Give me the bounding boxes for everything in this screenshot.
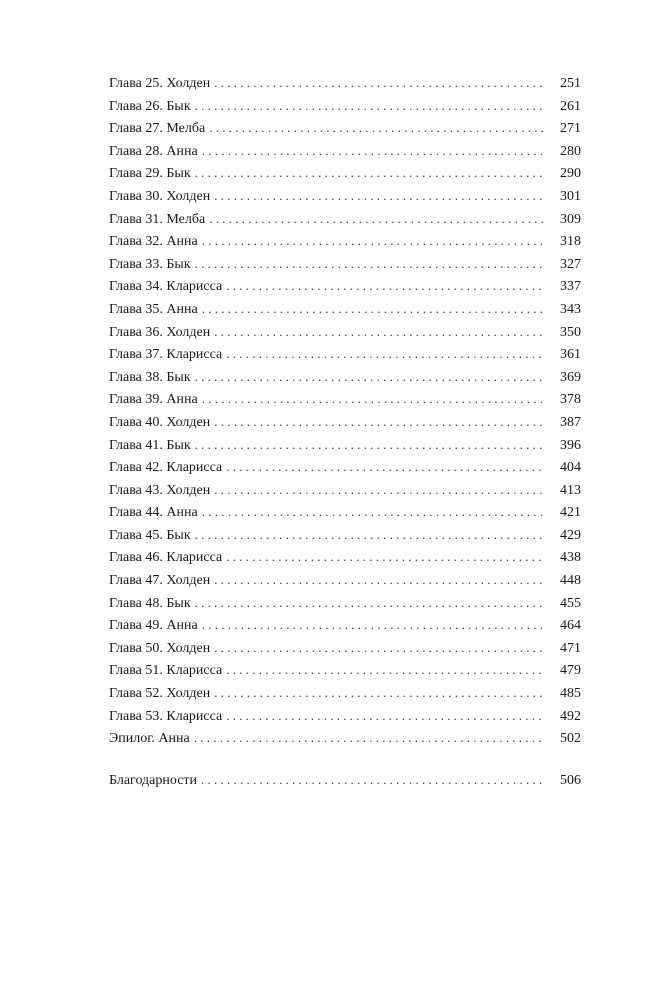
toc-row [109, 72, 581, 95]
dot-leader [226, 705, 545, 728]
toc-page-number: 251 [560, 76, 581, 91]
toc-row [109, 614, 581, 637]
toc-row [109, 117, 581, 140]
dot-leader [195, 253, 545, 276]
dot-leader [226, 343, 545, 366]
toc-entry-title: Глава 53. Кларисса [109, 708, 223, 724]
toc-row [109, 388, 581, 411]
toc-page-number: 327 [560, 256, 581, 272]
dot-leader [226, 275, 545, 298]
toc-entry-title: Глава 31. Мелба [109, 211, 206, 227]
dot-leader [202, 298, 545, 321]
toc-page-number: 448 [560, 573, 581, 589]
toc-entry-title: Глава 37. Кларисса [109, 347, 223, 363]
dot-leader [214, 637, 545, 660]
dot-leader [209, 117, 545, 140]
dot-leader [214, 682, 545, 705]
dot-leader [195, 434, 545, 457]
toc-entry-title: Глава 42. Кларисса [109, 460, 223, 476]
toc-row [109, 95, 581, 118]
toc-entry-title: Глава 50. Холден [109, 640, 211, 656]
toc-row [109, 434, 581, 457]
toc-page-number: 502 [560, 731, 581, 747]
toc-row [109, 208, 581, 231]
toc-entry-title: Глава 41. Бык [109, 437, 191, 453]
toc-row [109, 275, 581, 298]
toc-page-number: 337 [560, 279, 581, 295]
toc-entry-title: Глава 34. Кларисса [109, 279, 223, 295]
toc-entry-title: Глава 25. Холден [109, 76, 211, 91]
toc-entry-title: Глава 48. Бык [109, 595, 191, 611]
toc-entry-title: Эпилог. Анна [109, 731, 190, 747]
toc-page-number: 438 [560, 550, 581, 566]
dot-leader [214, 185, 545, 208]
toc-entry-title: Глава 33. Бык [109, 256, 191, 272]
toc-gap [109, 750, 581, 769]
toc-entry-title: Глава 51. Кларисса [109, 663, 223, 679]
toc-row [109, 659, 581, 682]
toc-entry-title: Глава 49. Анна [109, 618, 198, 634]
toc-row [109, 140, 581, 163]
toc-row [109, 501, 581, 524]
toc-row [109, 230, 581, 253]
dot-leader [214, 411, 545, 434]
toc-entry-title: Глава 43. Холден [109, 482, 211, 498]
dot-leader [195, 366, 545, 389]
dot-leader [195, 592, 545, 615]
toc-page-number: 396 [560, 437, 581, 453]
toc-entry-title: Глава 26. Бык [109, 98, 191, 114]
toc-row [109, 343, 581, 366]
toc-entries [109, 72, 581, 750]
toc-page-number: 479 [560, 663, 581, 679]
dot-leader [226, 659, 545, 682]
dot-leader [194, 727, 545, 750]
toc-entry-title: Глава 52. Холден [109, 686, 211, 702]
toc-row [109, 411, 581, 434]
toc-page-number: 421 [560, 505, 581, 521]
toc-page-number: 378 [560, 392, 581, 408]
toc-entry-title: Благодарности [109, 772, 198, 788]
toc-row [109, 637, 581, 660]
dot-leader [214, 569, 545, 592]
toc-row-acknowledgments [109, 769, 581, 792]
toc-entry-title: Глава 32. Анна [109, 234, 198, 250]
dot-leader [226, 456, 545, 479]
toc-page-number: 271 [560, 121, 581, 137]
toc-entry-title: Глава 35. Анна [109, 301, 198, 317]
toc-entry-title: Глава 38. Бык [109, 369, 191, 385]
toc-row [109, 479, 581, 502]
toc-entry-title: Глава 27. Мелба [109, 121, 206, 137]
toc-row [109, 705, 581, 728]
toc-page-number: 343 [560, 301, 581, 317]
toc-page-number: 369 [560, 369, 581, 385]
dot-leader [226, 546, 545, 569]
dot-leader [195, 162, 545, 185]
toc-row [109, 366, 581, 389]
dot-leader [214, 72, 545, 95]
dot-leader [214, 479, 545, 502]
dot-leader [195, 524, 545, 547]
toc-entry-title: Глава 30. Холден [109, 188, 211, 204]
toc-entry-title: Глава 36. Холден [109, 324, 211, 340]
toc-row [109, 727, 581, 750]
toc-row [109, 456, 581, 479]
toc-entry-title: Глава 45. Бык [109, 527, 191, 543]
toc-page-number: 404 [560, 460, 581, 476]
toc-row [109, 592, 581, 615]
toc-row [109, 546, 581, 569]
dot-leader [209, 208, 545, 231]
toc-entry-title: Глава 47. Холден [109, 573, 211, 589]
table-of-contents [109, 72, 581, 791]
toc-page-number: 485 [560, 686, 581, 702]
toc-page-number: 492 [560, 708, 581, 724]
dot-leader [214, 321, 545, 344]
toc-page-number: 387 [560, 414, 581, 430]
toc-entry-title: Глава 40. Холден [109, 414, 211, 430]
dot-leader [202, 140, 545, 163]
toc-row [109, 185, 581, 208]
dot-leader [202, 501, 545, 524]
toc-entry-title: Глава 29. Бык [109, 166, 191, 182]
toc-entry-title: Глава 39. Анна [109, 392, 198, 408]
toc-row [109, 321, 581, 344]
dot-leader [195, 95, 545, 118]
toc-page-number: 455 [560, 595, 581, 611]
toc-page-number: 361 [560, 347, 581, 363]
toc-row [109, 298, 581, 321]
toc-page-number: 471 [560, 640, 581, 656]
toc-page-number: 413 [560, 482, 581, 498]
toc-row [109, 524, 581, 547]
toc-page-number: 261 [560, 98, 581, 114]
toc-page-number: 429 [560, 527, 581, 543]
toc-page-number: 280 [560, 143, 581, 159]
toc-page-number: 309 [560, 211, 581, 227]
toc-page-number: 301 [560, 188, 581, 204]
toc-page-number: 350 [560, 324, 581, 340]
dot-leader [201, 769, 545, 792]
toc-page-number: 464 [560, 618, 581, 634]
toc-row [109, 682, 581, 705]
toc-page-number: 318 [560, 234, 581, 250]
toc-entry-title: Глава 44. Анна [109, 505, 198, 521]
dot-leader [202, 614, 545, 637]
toc-row [109, 569, 581, 592]
toc-page-number: 290 [560, 166, 581, 182]
toc-page-number: 506 [560, 772, 581, 788]
toc-entry-title: Глава 46. Кларисса [109, 550, 223, 566]
toc-entry-title: Глава 28. Анна [109, 143, 198, 159]
dot-leader [202, 388, 545, 411]
toc-row [109, 162, 581, 185]
toc-row [109, 253, 581, 276]
dot-leader [202, 230, 545, 253]
